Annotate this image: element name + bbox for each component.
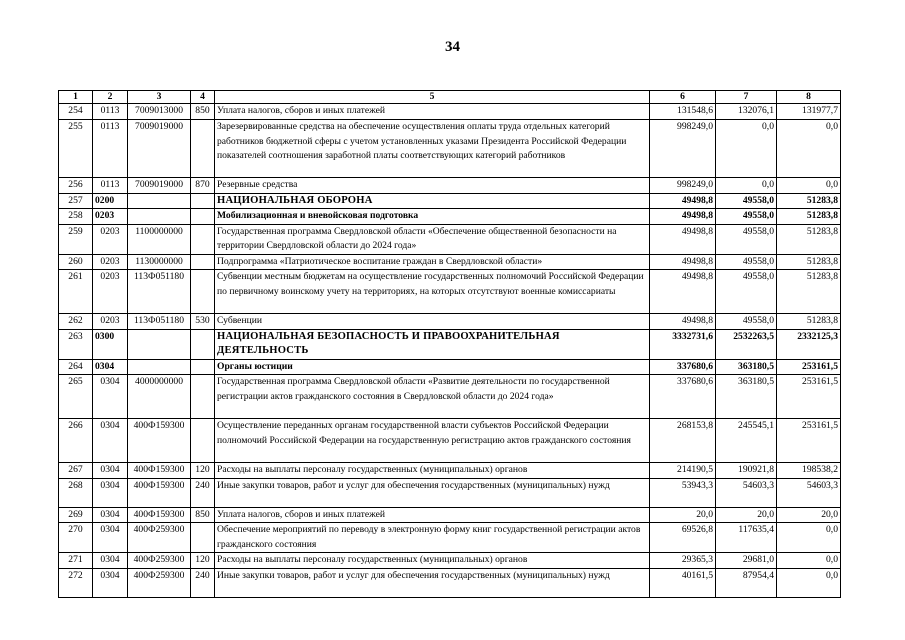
expense-type-code	[191, 254, 215, 270]
amount-col7: 363180,5	[716, 359, 777, 375]
section-code: 0304	[93, 523, 128, 553]
section-code: 0304	[93, 507, 128, 523]
amount-col6: 29365,3	[650, 553, 716, 569]
table-row	[59, 553, 841, 569]
row-number: 266	[59, 419, 93, 463]
target-article-code: 400Ф259300	[128, 568, 191, 597]
target-article-code	[128, 193, 191, 209]
amount-col8: 51283,8	[777, 193, 841, 209]
section-code: 0304	[93, 478, 128, 507]
section-code: 0203	[93, 314, 128, 330]
page-number: 34	[445, 39, 460, 55]
section-code: 0300	[93, 329, 128, 359]
row-number: 271	[59, 553, 93, 569]
table-row	[59, 270, 841, 314]
amount-col8: 51283,8	[777, 224, 841, 254]
target-article-code: 4000000000	[128, 375, 191, 419]
amount-col8: 253161,5	[777, 375, 841, 419]
row-number: 268	[59, 478, 93, 507]
section-code: 0113	[93, 178, 128, 194]
amount-col7: 49558,0	[716, 254, 777, 270]
expense-type-code	[191, 359, 215, 375]
item-name: Зарезервированные средства на обеспечение осуществления оплаты труда отдельных категорий работников бюджетной сферы с учетом установленных указами Президента Российской Федерации показателей соотношения заработной платы соответствующих категорий работников	[215, 120, 650, 178]
row-number: 260	[59, 254, 93, 270]
row-number: 267	[59, 463, 93, 479]
table-row	[59, 419, 841, 463]
item-name: Обеспечение мероприятий по переводу в электронную форму книг государственной регистрации актов гражданского состояния	[215, 523, 650, 553]
amount-col7: 49558,0	[716, 193, 777, 209]
amount-col7: 117635,4	[716, 523, 777, 553]
section-code: 0304	[93, 375, 128, 419]
table-row	[59, 507, 841, 523]
table-row	[59, 523, 841, 553]
row-number: 272	[59, 568, 93, 597]
target-article-code: 113Ф051180	[128, 314, 191, 330]
table-row	[59, 463, 841, 479]
section-code: 0304	[93, 553, 128, 569]
amount-col8: 131977,7	[777, 104, 841, 120]
amount-col8: 51283,8	[777, 314, 841, 330]
table-row	[59, 478, 841, 507]
row-number: 258	[59, 209, 93, 225]
expense-type-code: 120	[191, 553, 215, 569]
amount-col8: 20,0	[777, 507, 841, 523]
row-number: 265	[59, 375, 93, 419]
item-name: Уплата налогов, сборов и иных платежей	[215, 104, 650, 120]
row-number: 263	[59, 329, 93, 359]
target-article-code: 113Ф051180	[128, 270, 191, 314]
row-number: 262	[59, 314, 93, 330]
target-article-code: 1130000000	[128, 254, 191, 270]
amount-col7: 0,0	[716, 120, 777, 178]
amount-col8: 2332125,3	[777, 329, 841, 359]
table-row	[59, 359, 841, 375]
target-article-code: 400Ф159300	[128, 507, 191, 523]
item-name: Иные закупки товаров, работ и услуг для обеспечения государственных (муниципальных) нужд	[215, 568, 650, 597]
expense-type-code: 530	[191, 314, 215, 330]
section-code: 0304	[93, 359, 128, 375]
amount-col8: 51283,8	[777, 254, 841, 270]
row-number: 257	[59, 193, 93, 209]
target-article-code: 400Ф159300	[128, 419, 191, 463]
section-code: 0203	[93, 209, 128, 225]
section-code: 0304	[93, 568, 128, 597]
row-number: 259	[59, 224, 93, 254]
item-name: Субвенции	[215, 314, 650, 330]
expense-type-code	[191, 193, 215, 209]
amount-col7: 49558,0	[716, 224, 777, 254]
column-header: 4	[191, 91, 215, 104]
amount-col8: 51283,8	[777, 270, 841, 314]
row-number: 261	[59, 270, 93, 314]
expense-type-code: 240	[191, 478, 215, 507]
amount-col7: 0,0	[716, 178, 777, 194]
amount-col8: 198538,2	[777, 463, 841, 479]
amount-col7: 132076,1	[716, 104, 777, 120]
amount-col7: 190921,8	[716, 463, 777, 479]
amount-col7: 49558,0	[716, 314, 777, 330]
target-article-code: 1100000000	[128, 224, 191, 254]
amount-col8: 51283,8	[777, 209, 841, 225]
expense-type-code: 240	[191, 568, 215, 597]
item-name: Иные закупки товаров, работ и услуг для обеспечения государственных (муниципальных) нужд	[215, 478, 650, 507]
item-name: Расходы на выплаты персоналу государственных (муниципальных) органов	[215, 553, 650, 569]
table-row	[59, 329, 841, 359]
column-header: 7	[716, 91, 777, 104]
item-name: Подпрограмма «Патриотическое воспитание граждан в Свердловской области»	[215, 254, 650, 270]
row-number: 254	[59, 104, 93, 120]
table-row	[59, 254, 841, 270]
amount-col6: 53943,3	[650, 478, 716, 507]
target-article-code: 7009019000	[128, 178, 191, 194]
amount-col6: 20,0	[650, 507, 716, 523]
table-row	[59, 209, 841, 225]
section-code: 0304	[93, 419, 128, 463]
amount-col6: 337680,6	[650, 375, 716, 419]
amount-col8: 0,0	[777, 553, 841, 569]
target-article-code: 400Ф159300	[128, 463, 191, 479]
item-name: Органы юстиции	[215, 359, 650, 375]
expense-type-code	[191, 375, 215, 419]
table-row	[59, 120, 841, 178]
expense-type-code	[191, 224, 215, 254]
amount-col8: 0,0	[777, 120, 841, 178]
section-code: 0203	[93, 254, 128, 270]
amount-col8: 253161,5	[777, 359, 841, 375]
amount-col6: 40161,5	[650, 568, 716, 597]
item-name: Резервные средства	[215, 178, 650, 194]
amount-col6: 131548,6	[650, 104, 716, 120]
item-name: Осуществление переданных органам государственной власти субъектов Российской Федерации полномочий Российской Федерации на государственную регистрацию актов гражданского состояния	[215, 419, 650, 463]
amount-col6: 337680,6	[650, 359, 716, 375]
item-name: НАЦИОНАЛЬНАЯ ОБОРОНА	[215, 193, 650, 209]
expense-type-code	[191, 419, 215, 463]
section-code: 0203	[93, 270, 128, 314]
column-header: 6	[650, 91, 716, 104]
expense-type-code	[191, 120, 215, 178]
section-code: 0200	[93, 193, 128, 209]
expense-type-code: 850	[191, 104, 215, 120]
amount-col8: 0,0	[777, 178, 841, 194]
item-name: Государственная программа Свердловской области «Обеспечение общественной безопасности на территории Свердловской области до 2024 года»	[215, 224, 650, 254]
expense-type-code: 850	[191, 507, 215, 523]
column-header: 3	[128, 91, 191, 104]
amount-col7: 49558,0	[716, 209, 777, 225]
section-code: 0113	[93, 120, 128, 178]
expense-type-code	[191, 209, 215, 225]
amount-col7: 245545,1	[716, 419, 777, 463]
amount-col6: 49498,8	[650, 193, 716, 209]
item-name: Государственная программа Свердловской области «Развитие деятельности по государственной регистрации актов гражданского состояния в Свердловской области до 2024 года»	[215, 375, 650, 419]
amount-col6: 998249,0	[650, 120, 716, 178]
table-row	[59, 568, 841, 597]
amount-col7: 87954,4	[716, 568, 777, 597]
item-name: НАЦИОНАЛЬНАЯ БЕЗОПАСНОСТЬ И ПРАВООХРАНИТЕЛЬНАЯ ДЕЯТЕЛЬНОСТЬ	[215, 329, 650, 359]
amount-col6: 49498,8	[650, 209, 716, 225]
amount-col7: 20,0	[716, 507, 777, 523]
amount-col6: 69526,8	[650, 523, 716, 553]
target-article-code	[128, 329, 191, 359]
amount-col7: 29681,0	[716, 553, 777, 569]
item-name: Мобилизационная и вневойсковая подготовка	[215, 209, 650, 225]
amount-col7: 54603,3	[716, 478, 777, 507]
column-header: 2	[93, 91, 128, 104]
amount-col8: 253161,5	[777, 419, 841, 463]
amount-col7: 363180,5	[716, 375, 777, 419]
item-name: Уплата налогов, сборов и иных платежей	[215, 507, 650, 523]
column-header: 1	[59, 91, 93, 104]
amount-col6: 214190,5	[650, 463, 716, 479]
amount-col6: 49498,8	[650, 224, 716, 254]
item-name: Расходы на выплаты персоналу государственных (муниципальных) органов	[215, 463, 650, 479]
target-article-code: 400Ф259300	[128, 553, 191, 569]
table-row	[59, 224, 841, 254]
table-row	[59, 193, 841, 209]
expense-type-code: 870	[191, 178, 215, 194]
row-number: 270	[59, 523, 93, 553]
row-number: 255	[59, 120, 93, 178]
target-article-code	[128, 359, 191, 375]
row-number: 256	[59, 178, 93, 194]
amount-col6: 268153,8	[650, 419, 716, 463]
amount-col8: 54603,3	[777, 478, 841, 507]
expense-type-code	[191, 270, 215, 314]
section-code: 0203	[93, 224, 128, 254]
amount-col6: 49498,8	[650, 254, 716, 270]
amount-col8: 0,0	[777, 523, 841, 553]
table-row	[59, 375, 841, 419]
target-article-code: 7009019000	[128, 120, 191, 178]
item-name: Субвенции местным бюджетам на осуществление государственных полномочий Российской Федерации по первичному воинскому учету на территориях, на которых отсутствуют военные комиссариаты	[215, 270, 650, 314]
amount-col7: 49558,0	[716, 270, 777, 314]
target-article-code: 400Ф159300	[128, 478, 191, 507]
amount-col6: 998249,0	[650, 178, 716, 194]
section-code: 0113	[93, 104, 128, 120]
target-article-code: 7009013000	[128, 104, 191, 120]
target-article-code	[128, 209, 191, 225]
table-row	[59, 104, 841, 120]
expense-type-code: 120	[191, 463, 215, 479]
amount-col6: 49498,8	[650, 270, 716, 314]
column-header: 8	[777, 91, 841, 104]
table-row	[59, 314, 841, 330]
amount-col8: 0,0	[777, 568, 841, 597]
amount-col7: 2532263,5	[716, 329, 777, 359]
amount-col6: 49498,8	[650, 314, 716, 330]
row-number: 264	[59, 359, 93, 375]
section-code: 0304	[93, 463, 128, 479]
column-header: 5	[215, 91, 650, 104]
target-article-code: 400Ф259300	[128, 523, 191, 553]
expense-type-code	[191, 523, 215, 553]
budget-table	[58, 90, 841, 598]
table-row	[59, 178, 841, 194]
amount-col6: 3332731,6	[650, 329, 716, 359]
expense-type-code	[191, 329, 215, 359]
row-number: 269	[59, 507, 93, 523]
table-header-row	[59, 91, 841, 104]
